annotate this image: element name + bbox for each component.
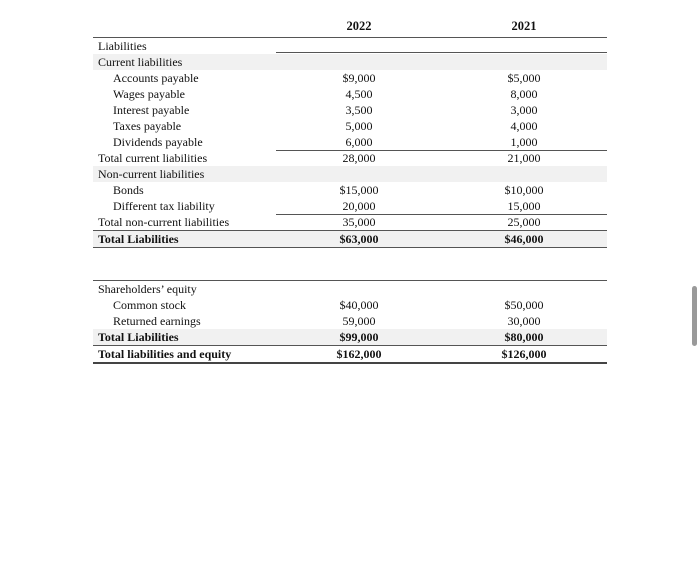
table-row — [93, 86, 607, 102]
header-year-2022: 2022 — [346, 19, 372, 33]
row-label: Dividends payable — [113, 135, 203, 149]
value-2022: $40,000 — [339, 298, 379, 312]
subsection-current — [93, 54, 607, 70]
value-2022: $9,000 — [342, 71, 376, 85]
table-row — [93, 198, 607, 214]
row-label: Total non-current liabilities — [98, 215, 230, 229]
row-label: Total Liabilities — [98, 232, 179, 246]
value-2021: $126,000 — [501, 347, 547, 361]
value-2022: $162,000 — [336, 347, 382, 361]
row-label: Different tax liability — [113, 199, 215, 213]
total-noncurrent-row — [93, 214, 607, 230]
table-row — [93, 102, 607, 118]
value-2021: $46,000 — [504, 232, 544, 246]
value-2022: 20,000 — [342, 199, 376, 213]
table-row — [93, 313, 607, 329]
row-label: Returned earnings — [113, 314, 201, 328]
row-label: Taxes payable — [113, 119, 182, 133]
subsection-label: Current liabilities — [98, 55, 183, 69]
row-label: Interest payable — [113, 103, 190, 117]
table-row — [93, 118, 607, 134]
value-2022: 4,500 — [345, 87, 373, 101]
value-2021: 15,000 — [507, 199, 541, 213]
value-2022: $15,000 — [339, 183, 379, 197]
value-2021: 1,000 — [510, 135, 538, 149]
value-2021: 30,000 — [507, 314, 541, 328]
section-label: Shareholders’ equity — [98, 282, 197, 296]
row-label: Common stock — [113, 298, 187, 312]
value-2022: 3,500 — [345, 103, 373, 117]
total-liabilities-row — [93, 231, 607, 247]
value-2021: $10,000 — [504, 183, 544, 197]
table-row — [93, 297, 607, 313]
subsection-label: Non-current liabilities — [98, 167, 205, 181]
value-2021: 21,000 — [507, 151, 541, 165]
vertical-scrollbar[interactable] — [692, 286, 697, 346]
value-2022: 6,000 — [345, 135, 373, 149]
section-liabilities — [93, 38, 607, 54]
value-2021: 4,000 — [510, 119, 538, 133]
value-2022: 5,000 — [345, 119, 373, 133]
table-row — [93, 70, 607, 86]
row-label: Total current liabilities — [98, 151, 208, 165]
total-underline — [93, 247, 607, 248]
value-2022: 35,000 — [342, 215, 376, 229]
value-2021: $50,000 — [504, 298, 544, 312]
section-equity — [93, 281, 607, 297]
row-label: Accounts payable — [113, 71, 199, 85]
value-2021: 8,000 — [510, 87, 538, 101]
value-2021: 3,000 — [510, 103, 538, 117]
header-year-2021: 2021 — [511, 19, 537, 33]
value-2021: 25,000 — [507, 215, 541, 229]
value-2021: $5,000 — [507, 71, 541, 85]
grand-total-underline — [93, 362, 607, 364]
section-label: Liabilities — [98, 39, 147, 53]
value-2021: $80,000 — [504, 330, 544, 344]
table-row — [93, 182, 607, 198]
row-label: Total liabilities and equity — [98, 347, 232, 361]
table-row — [93, 134, 607, 150]
row-label: Wages payable — [113, 87, 185, 101]
total-equity-row — [93, 329, 607, 345]
value-2022: 28,000 — [342, 151, 376, 165]
grand-total-row — [93, 346, 607, 362]
value-2022: $63,000 — [339, 232, 379, 246]
total-current-row — [93, 150, 607, 166]
value-2022: 59,000 — [342, 314, 376, 328]
subsection-noncurrent — [93, 166, 607, 182]
value-2022: $99,000 — [339, 330, 379, 344]
row-label: Bonds — [113, 183, 144, 197]
row-label: Total Liabilities — [98, 330, 179, 344]
